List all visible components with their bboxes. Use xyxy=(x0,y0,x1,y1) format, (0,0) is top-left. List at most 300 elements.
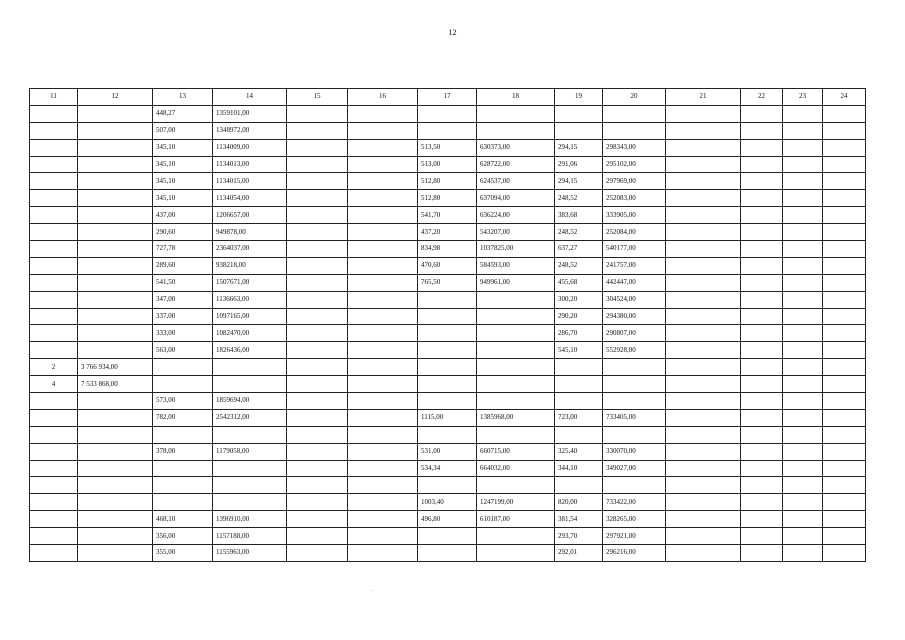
table-cell-col-13: 345,10 xyxy=(153,173,213,190)
table-cell-col-19: 286,70 xyxy=(555,325,603,342)
table-cell-col-24 xyxy=(823,241,866,258)
table-cell-col-12 xyxy=(78,477,153,494)
table-cell-col-16 xyxy=(348,342,418,359)
column-header-21: 21 xyxy=(666,89,741,106)
table-cell-col-15 xyxy=(287,325,348,342)
table-cell-col-14 xyxy=(213,477,287,494)
table-cell-col-21 xyxy=(666,156,741,173)
table-cell-col-12 xyxy=(78,173,153,190)
column-header-23: 23 xyxy=(783,89,823,106)
table-cell-col-16 xyxy=(348,190,418,207)
table-cell-col-24 xyxy=(823,409,866,426)
table-cell-col-13: 437,00 xyxy=(153,207,213,224)
table-row xyxy=(30,156,866,173)
table-cell-col-20 xyxy=(603,359,666,376)
table-cell-col-14 xyxy=(213,460,287,477)
table-cell-col-20: 733422,00 xyxy=(603,494,666,511)
table-cell-col-13 xyxy=(153,477,213,494)
table-cell-col-20: 442447,00 xyxy=(603,274,666,291)
table-cell-col-13 xyxy=(153,359,213,376)
table-cell-col-23 xyxy=(783,426,823,443)
table-cell-col-21 xyxy=(666,224,741,241)
table-cell-col-15 xyxy=(287,443,348,460)
table-cell-col-17 xyxy=(418,291,477,308)
table-cell-col-20 xyxy=(603,393,666,410)
table-cell-col-22 xyxy=(741,376,783,393)
table-cell-col-23 xyxy=(783,477,823,494)
table-cell-col-12 xyxy=(78,426,153,443)
column-header-20: 20 xyxy=(603,89,666,106)
table-cell-col-18: 630373,00 xyxy=(477,139,555,156)
table-cell-col-20: 294380,00 xyxy=(603,308,666,325)
table-cell-col-12 xyxy=(78,257,153,274)
table-cell-col-18: 949961,00 xyxy=(477,274,555,291)
table-cell-col-21 xyxy=(666,545,741,562)
table-cell-col-15 xyxy=(287,139,348,156)
table-cell-col-20: 540177,00 xyxy=(603,241,666,258)
table-cell-col-23 xyxy=(783,257,823,274)
table-cell-col-17: 513,50 xyxy=(418,139,477,156)
table-cell-col-13 xyxy=(153,494,213,511)
table-cell-col-11 xyxy=(30,393,78,410)
table-cell-col-17 xyxy=(418,545,477,562)
table-cell-col-15 xyxy=(287,359,348,376)
table-cell-col-20: 333905,00 xyxy=(603,207,666,224)
table-cell-col-12: 3 766 934,00 xyxy=(78,359,153,376)
table-cell-col-11 xyxy=(30,443,78,460)
table-cell-col-14: 938218,00 xyxy=(213,257,287,274)
table-body xyxy=(30,105,866,561)
table-cell-col-21 xyxy=(666,105,741,122)
table-cell-col-15 xyxy=(287,477,348,494)
table-cell-col-19 xyxy=(555,393,603,410)
table-cell-col-21 xyxy=(666,460,741,477)
table-cell-col-24 xyxy=(823,207,866,224)
table-cell-col-12 xyxy=(78,241,153,258)
table-cell-col-22 xyxy=(741,274,783,291)
table-cell-col-24 xyxy=(823,545,866,562)
table-cell-col-19: 248,52 xyxy=(555,224,603,241)
table-cell-col-15 xyxy=(287,511,348,528)
table-cell-col-12 xyxy=(78,545,153,562)
table-cell-col-17 xyxy=(418,359,477,376)
table-cell-col-11 xyxy=(30,494,78,511)
table-cell-col-23 xyxy=(783,409,823,426)
table-cell-col-18 xyxy=(477,342,555,359)
table-cell-col-23 xyxy=(783,460,823,477)
table-cell-col-15 xyxy=(287,122,348,139)
table-cell-col-11 xyxy=(30,173,78,190)
table-cell-col-22 xyxy=(741,494,783,511)
table-cell-col-20: 304524,00 xyxy=(603,291,666,308)
table-cell-col-20: 733405,00 xyxy=(603,409,666,426)
column-header-18: 18 xyxy=(477,89,555,106)
data-table xyxy=(29,88,866,562)
table-cell-col-11 xyxy=(30,545,78,562)
table-cell-col-14: 1179058,00 xyxy=(213,443,287,460)
table-cell-col-23 xyxy=(783,359,823,376)
table-cell-col-11 xyxy=(30,460,78,477)
table-cell-col-17: 1003,40 xyxy=(418,494,477,511)
table-cell-col-19: 545,10 xyxy=(555,342,603,359)
table-row xyxy=(30,241,866,258)
table-cell-col-13: 347,00 xyxy=(153,291,213,308)
table-cell-col-17 xyxy=(418,376,477,393)
table-cell-col-24 xyxy=(823,257,866,274)
table-cell-col-21 xyxy=(666,207,741,224)
table-cell-col-11 xyxy=(30,342,78,359)
table-row xyxy=(30,325,866,342)
table-row xyxy=(30,393,866,410)
table-cell-col-16 xyxy=(348,139,418,156)
table-cell-col-19: 300,20 xyxy=(555,291,603,308)
table-cell-col-16 xyxy=(348,156,418,173)
table-cell-col-17: 1115,00 xyxy=(418,409,477,426)
table-cell-col-16 xyxy=(348,426,418,443)
table-cell-col-23 xyxy=(783,122,823,139)
table-cell-col-15 xyxy=(287,274,348,291)
footer-mark: · xyxy=(371,588,373,594)
table-cell-col-14: 1359101,00 xyxy=(213,105,287,122)
table-cell-col-14: 1826436,00 xyxy=(213,342,287,359)
table-cell-col-18 xyxy=(477,393,555,410)
table-cell-col-19: 455,68 xyxy=(555,274,603,291)
table-cell-col-17: 765,50 xyxy=(418,274,477,291)
table-cell-col-24 xyxy=(823,477,866,494)
table-cell-col-22 xyxy=(741,545,783,562)
table-cell-col-14: 1396910,00 xyxy=(213,511,287,528)
table-cell-col-24 xyxy=(823,105,866,122)
table-cell-col-13: 727,78 xyxy=(153,241,213,258)
table-cell-col-20: 295102,00 xyxy=(603,156,666,173)
table-cell-col-23 xyxy=(783,291,823,308)
table-cell-col-11 xyxy=(30,528,78,545)
table-cell-col-20: 330070,00 xyxy=(603,443,666,460)
table-cell-col-23 xyxy=(783,274,823,291)
table-cell-col-14 xyxy=(213,376,287,393)
table-cell-col-12 xyxy=(78,460,153,477)
table-cell-col-22 xyxy=(741,122,783,139)
table-cell-col-12 xyxy=(78,443,153,460)
table-cell-col-17 xyxy=(418,477,477,494)
table-cell-col-16 xyxy=(348,376,418,393)
table-cell-col-19 xyxy=(555,477,603,494)
table-cell-col-17: 534,34 xyxy=(418,460,477,477)
table-header xyxy=(30,89,866,106)
table-cell-col-13: 356,00 xyxy=(153,528,213,545)
table-cell-col-21 xyxy=(666,325,741,342)
table-cell-col-21 xyxy=(666,376,741,393)
table-cell-col-22 xyxy=(741,139,783,156)
table-cell-col-20: 328265,00 xyxy=(603,511,666,528)
table-cell-col-13: 355,00 xyxy=(153,545,213,562)
table-cell-col-11 xyxy=(30,511,78,528)
table-cell-col-24 xyxy=(823,426,866,443)
table-cell-col-14: 1859694,00 xyxy=(213,393,287,410)
table-cell-col-21 xyxy=(666,173,741,190)
table-cell-col-15 xyxy=(287,393,348,410)
table-cell-col-17: 834,98 xyxy=(418,241,477,258)
table-cell-col-21 xyxy=(666,257,741,274)
table-cell-col-22 xyxy=(741,207,783,224)
table-cell-col-13: 468,10 xyxy=(153,511,213,528)
table-cell-col-22 xyxy=(741,325,783,342)
table-cell-col-18: 637094,00 xyxy=(477,190,555,207)
table-cell-col-22 xyxy=(741,190,783,207)
table-cell-col-18 xyxy=(477,308,555,325)
table-cell-col-17: 531,00 xyxy=(418,443,477,460)
table-cell-col-15 xyxy=(287,308,348,325)
table-cell-col-13: 345,10 xyxy=(153,139,213,156)
table-cell-col-22 xyxy=(741,393,783,410)
table-cell-col-19 xyxy=(555,105,603,122)
table-cell-col-19 xyxy=(555,122,603,139)
table-cell-col-18 xyxy=(477,325,555,342)
table-cell-col-12 xyxy=(78,224,153,241)
table-cell-col-12 xyxy=(78,207,153,224)
header-row xyxy=(30,89,866,106)
table-cell-col-17 xyxy=(418,342,477,359)
table-cell-col-11 xyxy=(30,257,78,274)
table-row xyxy=(30,274,866,291)
table-row xyxy=(30,122,866,139)
table-cell-col-15 xyxy=(287,291,348,308)
table-cell-col-22 xyxy=(741,409,783,426)
table-cell-col-24 xyxy=(823,342,866,359)
table-cell-col-19: 637,27 xyxy=(555,241,603,258)
table-row xyxy=(30,342,866,359)
table-row xyxy=(30,528,866,545)
table-cell-col-14: 1097165,00 xyxy=(213,308,287,325)
table-cell-col-22 xyxy=(741,105,783,122)
table-cell-col-16 xyxy=(348,241,418,258)
table-row xyxy=(30,291,866,308)
table-cell-col-17 xyxy=(418,122,477,139)
table-cell-col-17: 541,70 xyxy=(418,207,477,224)
table-cell-col-16 xyxy=(348,359,418,376)
table-cell-col-12 xyxy=(78,528,153,545)
table-cell-col-22 xyxy=(741,173,783,190)
table-cell-col-22 xyxy=(741,291,783,308)
table-cell-col-15 xyxy=(287,342,348,359)
table-cell-col-23 xyxy=(783,156,823,173)
table-cell-col-18: 628722,00 xyxy=(477,156,555,173)
table-cell-col-20: 241757,00 xyxy=(603,257,666,274)
table-cell-col-15 xyxy=(287,528,348,545)
table-cell-col-13: 782,00 xyxy=(153,409,213,426)
table-cell-col-22 xyxy=(741,257,783,274)
table-cell-col-17: 437,20 xyxy=(418,224,477,241)
table-cell-col-16 xyxy=(348,224,418,241)
table-cell-col-15 xyxy=(287,376,348,393)
column-header-14: 14 xyxy=(213,89,287,106)
table-cell-col-20 xyxy=(603,477,666,494)
table-cell-col-16 xyxy=(348,291,418,308)
table-cell-col-18: 660715,00 xyxy=(477,443,555,460)
table-cell-col-13: 541,50 xyxy=(153,274,213,291)
table-cell-col-22 xyxy=(741,528,783,545)
table-cell-col-17 xyxy=(418,105,477,122)
table-cell-col-11 xyxy=(30,207,78,224)
table-row xyxy=(30,426,866,443)
table-cell-col-14: 2542312,00 xyxy=(213,409,287,426)
table-cell-col-24 xyxy=(823,274,866,291)
table-cell-col-11 xyxy=(30,291,78,308)
table-cell-col-18: 624537,00 xyxy=(477,173,555,190)
table-cell-col-12: 7 533 868,00 xyxy=(78,376,153,393)
table-cell-col-20: 290807,00 xyxy=(603,325,666,342)
table-cell-col-23 xyxy=(783,342,823,359)
table-cell-col-12 xyxy=(78,511,153,528)
table-cell-col-15 xyxy=(287,426,348,443)
table-cell-col-19: 325,40 xyxy=(555,443,603,460)
table-row xyxy=(30,376,866,393)
table-cell-col-12 xyxy=(78,156,153,173)
table-row xyxy=(30,409,866,426)
table-cell-col-14 xyxy=(213,426,287,443)
table-cell-col-16 xyxy=(348,494,418,511)
table-cell-col-22 xyxy=(741,224,783,241)
table-cell-col-21 xyxy=(666,528,741,545)
table-cell-col-18: 636224,00 xyxy=(477,207,555,224)
table-cell-col-11 xyxy=(30,325,78,342)
table-cell-col-14: 1348972,00 xyxy=(213,122,287,139)
table-cell-col-18: 584593,00 xyxy=(477,257,555,274)
table-cell-col-23 xyxy=(783,207,823,224)
table-cell-col-24 xyxy=(823,173,866,190)
table-cell-col-17: 496,80 xyxy=(418,511,477,528)
table-cell-col-23 xyxy=(783,528,823,545)
table-cell-col-22 xyxy=(741,359,783,376)
table-cell-col-13: 378,00 xyxy=(153,443,213,460)
column-header-11: 11 xyxy=(30,89,78,106)
table-cell-col-12 xyxy=(78,342,153,359)
table-cell-col-13: 333,00 xyxy=(153,325,213,342)
table-cell-col-14: 1134013,00 xyxy=(213,156,287,173)
table-cell-col-22 xyxy=(741,241,783,258)
table-cell-col-11 xyxy=(30,274,78,291)
table-cell-col-14: 1206657,00 xyxy=(213,207,287,224)
table-cell-col-18: 664032,00 xyxy=(477,460,555,477)
table-cell-col-13: 345,10 xyxy=(153,190,213,207)
table-row xyxy=(30,545,866,562)
table-cell-col-11: 4 xyxy=(30,376,78,393)
table-cell-col-11 xyxy=(30,241,78,258)
table-cell-col-13: 448,27 xyxy=(153,105,213,122)
table-cell-col-18 xyxy=(477,477,555,494)
table-cell-col-14: 1507671,00 xyxy=(213,274,287,291)
table-cell-col-21 xyxy=(666,122,741,139)
table-cell-col-20: 296216,00 xyxy=(603,545,666,562)
table-cell-col-17 xyxy=(418,393,477,410)
table-cell-col-15 xyxy=(287,105,348,122)
table-cell-col-15 xyxy=(287,494,348,511)
table-cell-col-18: 1385968,00 xyxy=(477,409,555,426)
table-cell-col-12 xyxy=(78,494,153,511)
table-cell-col-24 xyxy=(823,494,866,511)
table-cell-col-17: 512,80 xyxy=(418,173,477,190)
table-cell-col-19: 294,15 xyxy=(555,139,603,156)
table-cell-col-19: 383,68 xyxy=(555,207,603,224)
table-cell-col-21 xyxy=(666,342,741,359)
table-cell-col-15 xyxy=(287,224,348,241)
table-cell-col-24 xyxy=(823,528,866,545)
table-cell-col-22 xyxy=(741,308,783,325)
table-cell-col-16 xyxy=(348,173,418,190)
table-cell-col-19 xyxy=(555,376,603,393)
table-cell-col-22 xyxy=(741,443,783,460)
table-cell-col-19: 294,15 xyxy=(555,173,603,190)
table-cell-col-16 xyxy=(348,122,418,139)
table-cell-col-20 xyxy=(603,122,666,139)
table-cell-col-17: 512,80 xyxy=(418,190,477,207)
table-cell-col-19: 293,70 xyxy=(555,528,603,545)
table-cell-col-12 xyxy=(78,409,153,426)
table-cell-col-16 xyxy=(348,545,418,562)
table-row xyxy=(30,308,866,325)
table-cell-col-23 xyxy=(783,241,823,258)
table-cell-col-24 xyxy=(823,393,866,410)
column-header-19: 19 xyxy=(555,89,603,106)
table-row xyxy=(30,477,866,494)
table-cell-col-23 xyxy=(783,511,823,528)
table-cell-col-12 xyxy=(78,122,153,139)
table-cell-col-20 xyxy=(603,105,666,122)
table-cell-col-15 xyxy=(287,173,348,190)
table-cell-col-20: 297921,00 xyxy=(603,528,666,545)
table-cell-col-19 xyxy=(555,426,603,443)
table-cell-col-22 xyxy=(741,477,783,494)
table-cell-col-12 xyxy=(78,139,153,156)
table-cell-col-23 xyxy=(783,494,823,511)
table-cell-col-13: 573,00 xyxy=(153,393,213,410)
table-cell-col-15 xyxy=(287,156,348,173)
table-cell-col-18: 543207,00 xyxy=(477,224,555,241)
table-cell-col-16 xyxy=(348,105,418,122)
table-cell-col-20 xyxy=(603,426,666,443)
table-cell-col-24 xyxy=(823,460,866,477)
table-cell-col-11 xyxy=(30,105,78,122)
table-cell-col-21 xyxy=(666,494,741,511)
table-cell-col-19: 248,52 xyxy=(555,257,603,274)
table-cell-col-14: 1134054,00 xyxy=(213,190,287,207)
table-row xyxy=(30,190,866,207)
table-cell-col-12 xyxy=(78,291,153,308)
table-cell-col-23 xyxy=(783,139,823,156)
table-cell-col-16 xyxy=(348,393,418,410)
table-cell-col-21 xyxy=(666,241,741,258)
table-cell-col-24 xyxy=(823,511,866,528)
table-cell-col-18: 1247199,00 xyxy=(477,494,555,511)
table-cell-col-16 xyxy=(348,511,418,528)
column-header-24: 24 xyxy=(823,89,866,106)
table-cell-col-20: 552928,00 xyxy=(603,342,666,359)
table-cell-col-13 xyxy=(153,376,213,393)
table-row xyxy=(30,460,866,477)
table-cell-col-13: 563,00 xyxy=(153,342,213,359)
table-cell-col-16 xyxy=(348,460,418,477)
table-cell-col-13: 507,00 xyxy=(153,122,213,139)
table-cell-col-15 xyxy=(287,207,348,224)
table-cell-col-23 xyxy=(783,376,823,393)
table-cell-col-18 xyxy=(477,359,555,376)
table-cell-col-21 xyxy=(666,443,741,460)
table-cell-col-19 xyxy=(555,359,603,376)
table-cell-col-19: 381,54 xyxy=(555,511,603,528)
table-cell-col-21 xyxy=(666,139,741,156)
table-cell-col-24 xyxy=(823,308,866,325)
table-cell-col-24 xyxy=(823,122,866,139)
